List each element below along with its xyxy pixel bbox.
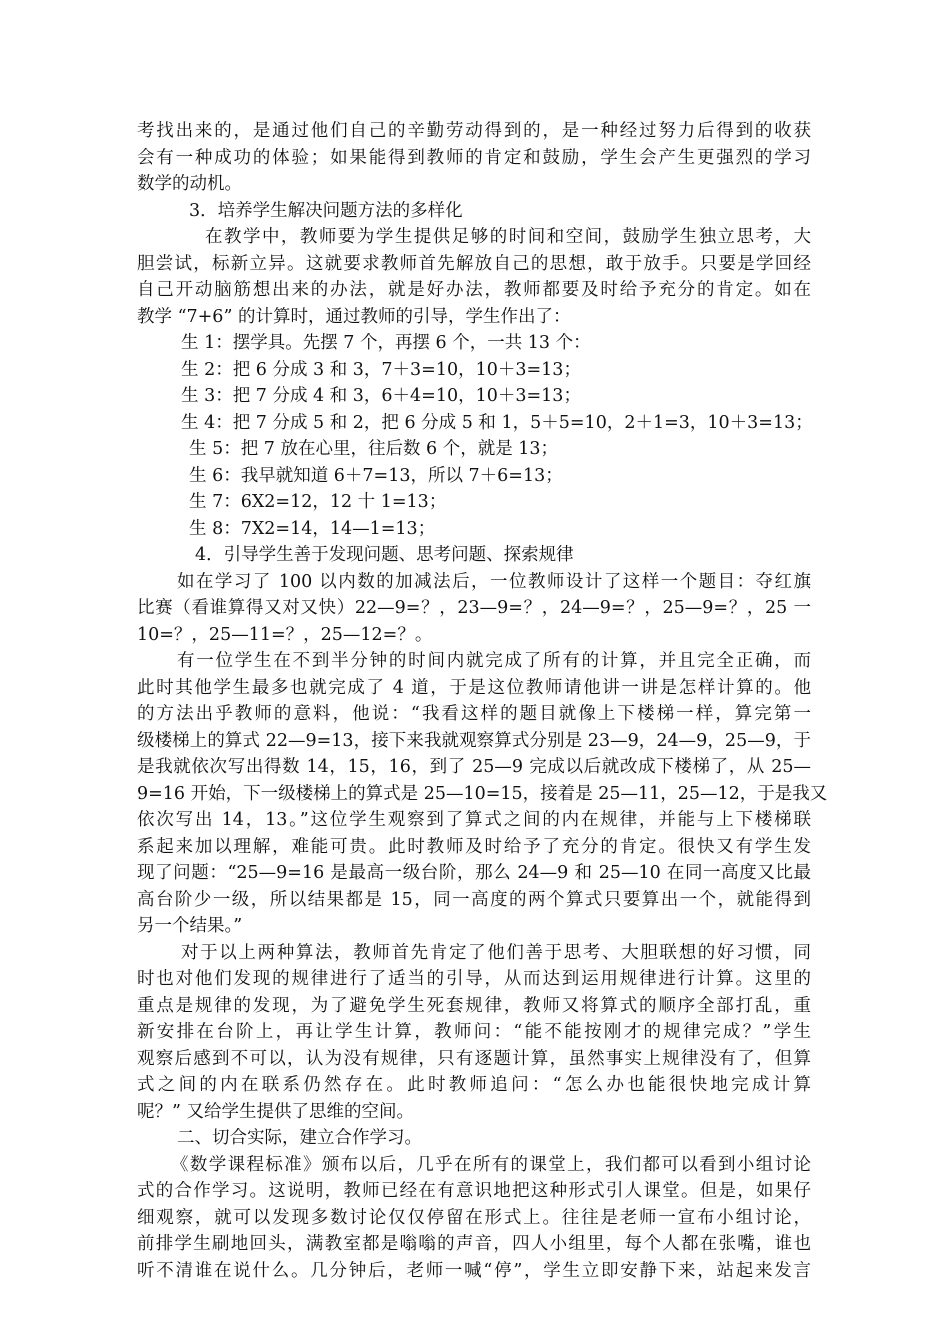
text-line: 听不清谁在说什么。几分钟后，老师一喊“停”，学生立即安静下来，站起来发言 (137, 1260, 811, 1281)
text-line: 生 2：把 6 分成 3 和 3，7＋3=10，10＋3=13； (181, 359, 581, 380)
text-line: 新安排在台阶上，再让学生计算，教师问：“能不能按刚才的规律完成？”学生 (137, 1022, 811, 1042)
text-line: 生 8：7X2=14，14—1=13； (189, 518, 436, 539)
text-line: 生 5：把 7 放在心里，往后数 6 个，就是 13； (189, 439, 559, 459)
text-line: 生 3：把 7 分成 4 和 3，6＋4=10，10＋3=13； (181, 386, 581, 406)
text-line: 二、切合实际，建立合作学习。 (177, 1128, 422, 1148)
text-line: 生 1：摆学具。先摆 7 个，再摆 6 个，一共 13 个： (181, 333, 591, 353)
text-line: 依次写出 14，13。”这位学生观察到了算式之间的内在规律，并能与上下楼梯联 (137, 810, 811, 830)
text-line: 自己开动脑筋想出来的办法，就是好办法，教师都要及时给予充分的肯定。如在 (137, 280, 811, 300)
text-line: 系起来加以理解，难能可贵。此时教师及时给予了充分的肯定。很快又有学生发 (137, 836, 811, 857)
text-line: 级楼梯上的算式 22—9=13，接下来我就观察算式分别是 23—9，24—9，25—9，于 (137, 730, 811, 751)
text-line: 10=？，25—11=？，25—12=？。 (137, 624, 433, 645)
text-line: 式之间的内在联系仍然存在。此时教师追问：“怎么办也能很快地完成计算 (137, 1075, 811, 1095)
text-line: 胆尝试，标新立异。这就要求教师首先解放自己的思想，敢于放手。只要是学回经 (137, 253, 811, 274)
text-line: 对于以上两种算法，教师首先肯定了他们善于思考、大胆联想的好习惯，同 (181, 942, 811, 963)
text-line: 生 6：我早就知道 6＋7=13，所以 7＋6=13； (189, 465, 563, 486)
text-line: 高台阶少一级，所以结果都是 15，同一高度的两个算式只要算出一个，就能得到 (137, 889, 811, 910)
text-line: 3．培养学生解决问题方法的多样化 (189, 200, 463, 221)
text-line: 式的合作学习。这说明，教师已经在有意识地把这种形式引人课堂。但是，如果仔 (137, 1181, 811, 1201)
text-line: 在教学中，教师要为学生提供足够的时间和空间，鼓励学生独立思考，大 (205, 227, 811, 247)
text-line: 观察后感到不可以，认为没有规律，只有逐题计算，虽然事实上规律没有了，但算 (137, 1048, 811, 1069)
text-line: 生 4：把 7 分成 5 和 2，把 6 分成 5 和 1，5＋5=10，2＋1=3，10＋3=13； (181, 412, 813, 433)
text-line: 另一个结果。” (137, 916, 243, 936)
text-line: 生 7：6X2=12，12 十 1=13； (189, 492, 447, 512)
text-line: 时也对他们发现的规律进行了适当的引导，从而达到运用规律进行计算。这里的 (137, 969, 811, 989)
text-line: 比赛（看谁算得又对又快）22—9=？，23—9=？，24—9=？，25—9=？，25 一 (137, 598, 811, 618)
text-line: 是我就依次写出得数 14，15，16，到了 25—9 完成以后就改成下楼梯了，从 25— (137, 757, 811, 777)
text-line: 的方法出乎教师的意料，他说：“我看这样的题目就像上下楼梯一样，算完第一 (137, 704, 811, 724)
text-line: 考找出来的，是通过他们自己的辛勤劳动得到的，是一种经过努力后得到的收获 (137, 121, 811, 141)
text-line: 有一位学生在不到半分钟的时间内就完成了所有的计算，并且完全正确，而 (177, 651, 811, 671)
text-line: 9=16 开始，下一级楼梯上的算式是 25—10=15，接着是 25—11，25—12，于是我又 (137, 783, 828, 804)
text-line: 《数学课程标准》颁布以后，几乎在所有的课堂上，我们都可以看到小组讨论 (171, 1154, 811, 1175)
text-line: 此时其他学生最多也就完成了 4 道，于是这位教师请他讲一讲是怎样计算的。他 (137, 677, 811, 698)
text-line: 如在学习了 100 以内数的加减法后，一位教师设计了这样一个题目：夺红旗 (177, 571, 811, 592)
text-line: 前排学生刷地回头，满教室都是嗡嗡的声音，四人小组里，每个人都在张嘴，谁也 (137, 1234, 811, 1254)
body-text (137, 118, 828, 1284)
text-line: 数学的动机。 (137, 174, 242, 194)
text-line: 4．引导学生善于发现问题、思考问题、探索规律 (195, 545, 574, 565)
text-line: 重点是规律的发现，为了避免学生死套规律，教师又将算式的顺序全部打乱，重 (137, 995, 811, 1016)
text-line: 教学 “7+6” 的计算时，通过教师的引导，学生作出了： (137, 306, 571, 327)
text-line: 现了问题：“25—9=16 是最高一级台阶，那么 24—9 和 25—10 在同一高度又比最 (137, 863, 811, 883)
text-line: 呢？” 又给学生提供了思维的空间。 (137, 1101, 415, 1122)
text-line: 会有一种成功的体验；如果能得到教师的肯定和鼓励，学生会产生更强烈的学习 (137, 147, 811, 168)
text-line: 细观察，就可以发现多数讨论仅仅停留在形式上。往往是老师一宣布小组讨论， (137, 1207, 811, 1228)
